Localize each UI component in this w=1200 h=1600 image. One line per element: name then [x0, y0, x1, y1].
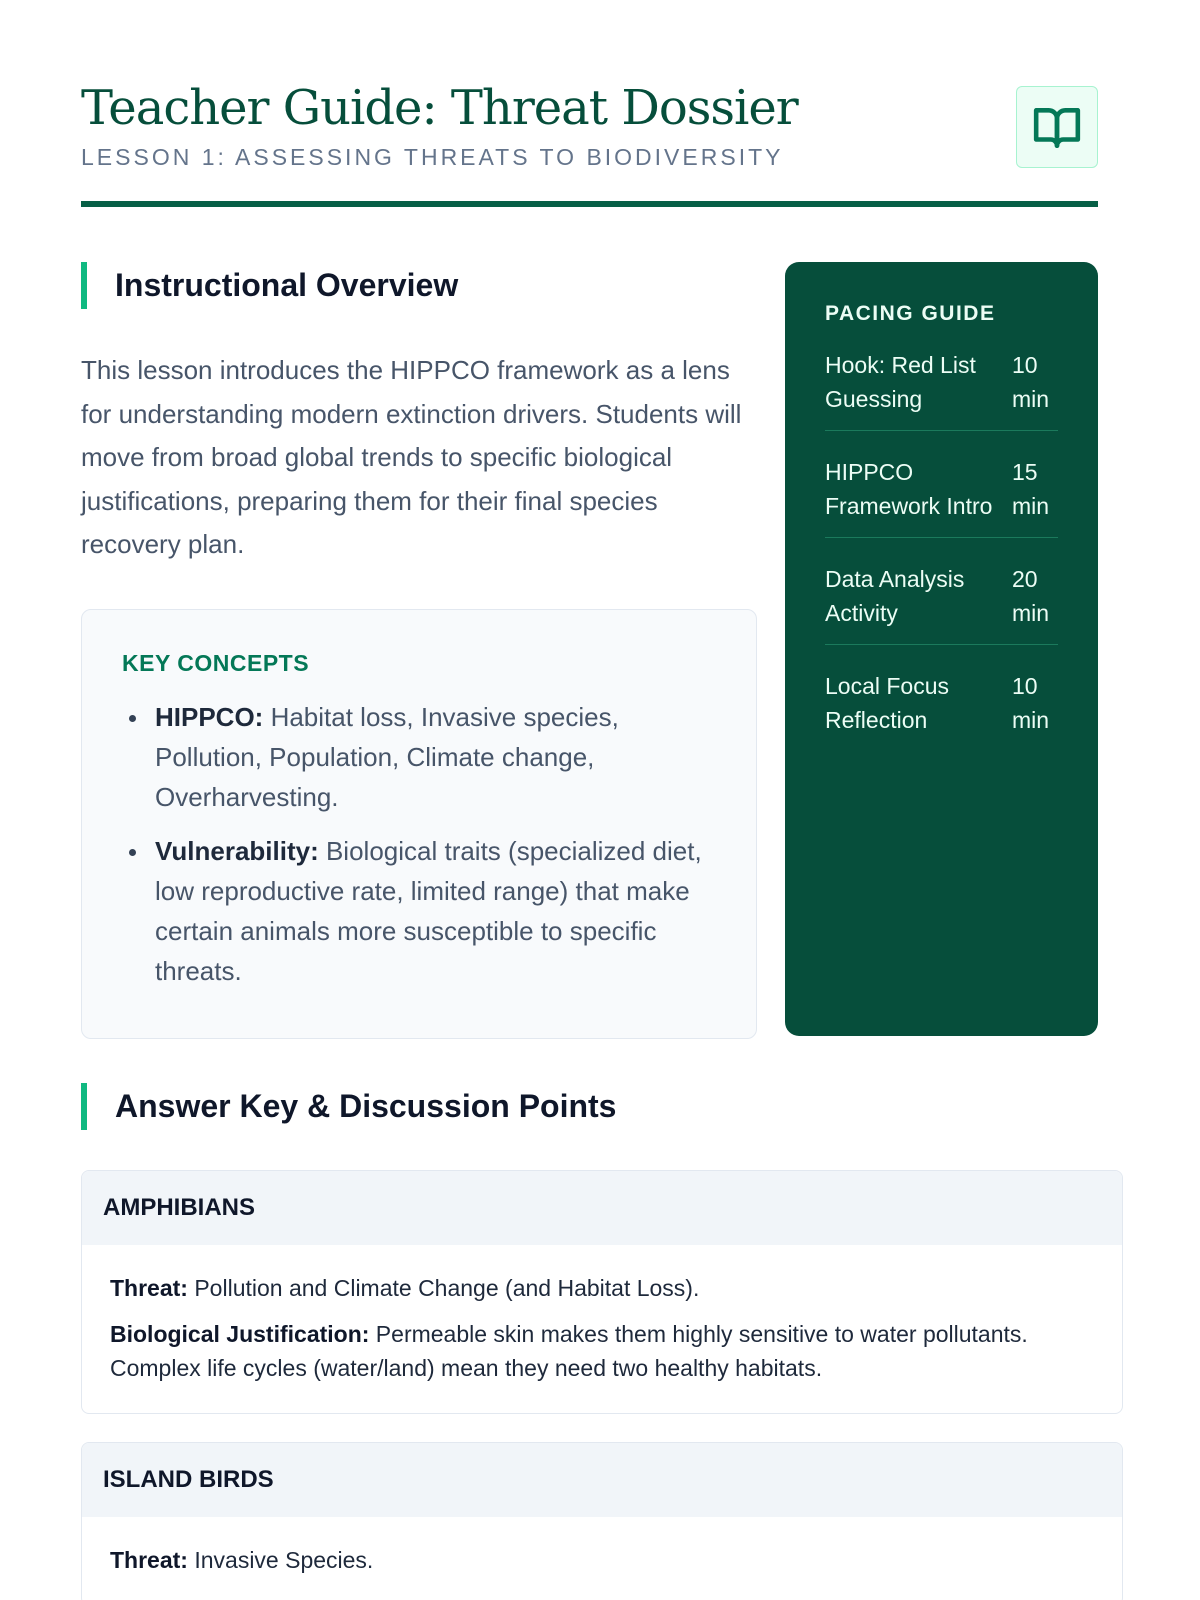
- concept-definition: Habitat loss, Invasive species, Pollution, Population, Climate change, Overharvesting.: [155, 701, 619, 812]
- threat-text: Invasive Species.: [187, 1547, 374, 1573]
- pacing-row: [825, 562, 1058, 645]
- pacing-activity: HIPPCO Framework Intro: [825, 459, 993, 519]
- key-concepts-box: [81, 609, 757, 1039]
- pacing-activity: Local Focus Reflection: [825, 673, 950, 733]
- threat-label: Threat:: [110, 1275, 188, 1301]
- answer-card-island-birds: [81, 1442, 1123, 1600]
- pacing-time: 10 min: [1012, 673, 1050, 733]
- card-body: [82, 1245, 1122, 1413]
- justification-label: Biological Justification:: [110, 1321, 370, 1347]
- threat-label: Threat:: [110, 1547, 188, 1573]
- pacing-guide-panel: [785, 262, 1098, 1036]
- answer-key-heading: Answer Key & Discussion Points: [81, 1083, 1098, 1130]
- page-header: [81, 0, 1098, 207]
- key-concepts-list: [122, 697, 716, 991]
- justification-text: Permeable skin makes them highly sensitive to water pollutants. Complex life cycles (water/land) mean they need two healthy habitats.: [110, 1321, 1028, 1381]
- pacing-list: [825, 348, 1058, 751]
- pacing-row: [825, 348, 1058, 431]
- overview-text: This lesson introduces the HIPPCO framework as a lens for understanding modern extinction drivers. Students will move from broad global trends to specific biological justifications, preparing them for their final species recovery plan.: [81, 355, 742, 559]
- concept-definition: Biological traits (specialized diet, low reproductive rate, limited range) that make certain animals more susceptible to specific threats.: [155, 835, 702, 986]
- justification-line: [110, 1317, 1094, 1385]
- card-header: ISLAND BIRDS: [82, 1443, 1122, 1517]
- threat-line: [110, 1271, 1094, 1305]
- concept-term: Vulnerability:: [155, 835, 319, 866]
- overview-heading: Instructional Overview: [81, 262, 755, 309]
- threat-line: [110, 1543, 1094, 1577]
- key-concepts-title: KEY CONCEPTS: [122, 649, 310, 676]
- pacing-row: [825, 669, 1058, 751]
- threat-text: Pollution and Climate Change (and Habitat Loss).: [187, 1275, 700, 1301]
- book-open-icon: [1016, 86, 1098, 168]
- card-body: [82, 1517, 1122, 1600]
- pacing-time: 20 min: [1012, 566, 1050, 626]
- overview-column: [81, 262, 755, 1039]
- list-item: [122, 831, 716, 991]
- pacing-activity: Hook: Red List Guessing: [825, 352, 976, 412]
- overview-section: [81, 207, 1098, 1035]
- lesson-subtitle: LESSON 1: ASSESSING THREATS TO BIODIVERSITY: [81, 144, 784, 170]
- concept-term: HIPPCO:: [155, 701, 264, 732]
- list-item: [122, 697, 716, 817]
- page-title: Teacher Guide: Threat Dossier: [81, 80, 798, 136]
- pacing-time: 15 min: [1012, 459, 1050, 519]
- answer-card-amphibians: [81, 1170, 1123, 1414]
- pacing-guide-title: PACING GUIDE: [825, 302, 996, 325]
- pacing-activity: Data Analysis Activity: [825, 566, 965, 626]
- answer-key-section: [81, 1035, 1098, 1600]
- pacing-row: [825, 455, 1058, 538]
- pacing-time: 10 min: [1012, 352, 1050, 412]
- card-header: AMPHIBIANS: [82, 1171, 1122, 1245]
